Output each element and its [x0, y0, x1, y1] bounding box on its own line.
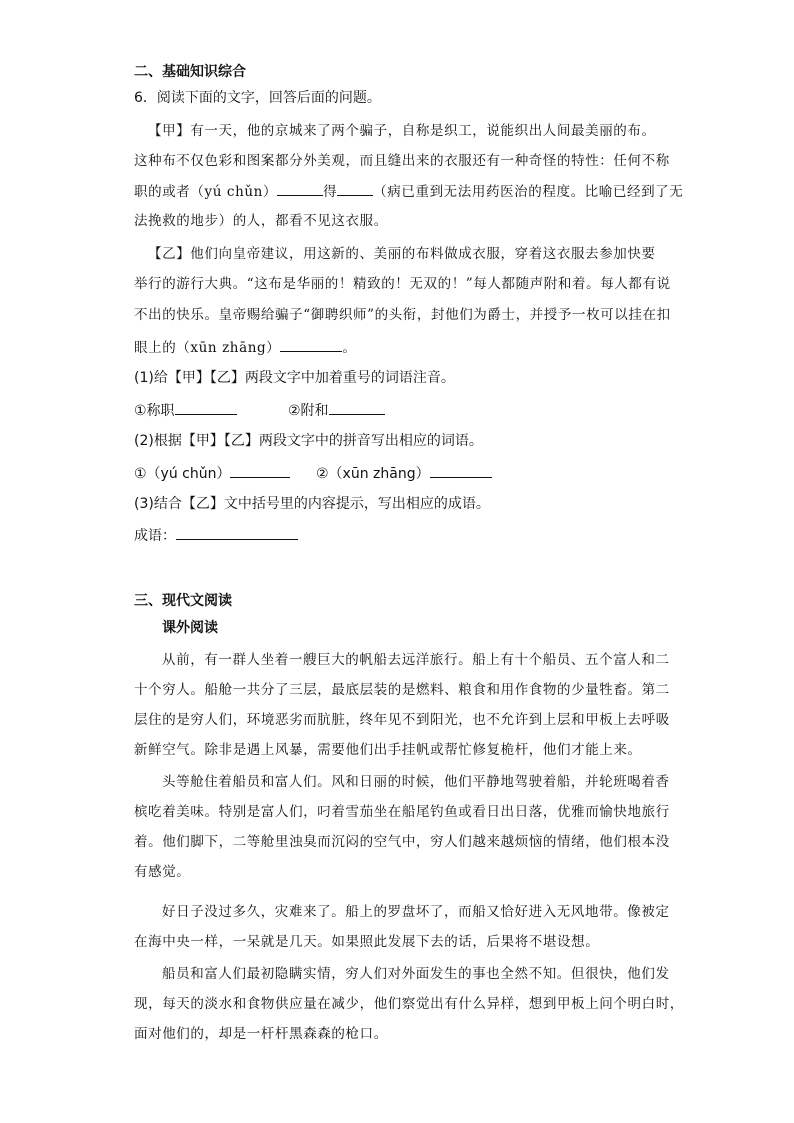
p1-line-3: 层住的是穷人们，环境恶劣而肮脏，终年见不到阳光，也不允许到上层和甲板上去呼吸: [134, 712, 670, 728]
jia-idiom-hint: （病已重到无法用药医治的程度。比喻已经到了无: [373, 184, 684, 200]
q3-prompt: (3)结合【乙】文中括号里的内容提示，写出相应的成语。: [134, 496, 490, 512]
q3-answer-label: 成语：: [134, 528, 176, 544]
p1-line-2: 十个穷人。船舱一共分了三层，最底层装的是燃料、粮食和用作食物的少量牲畜。第二: [134, 682, 670, 698]
q1-b-row: [288, 400, 385, 421]
passage-yi-line-4: [134, 337, 357, 358]
blank-xunzhang-fill[interactable]: [280, 337, 342, 352]
p3-line-2: 在海中央一样，一呆就是几天。如果照此发展下去的话，后果将不堪设想。: [134, 934, 600, 950]
q1-answers-row: [134, 400, 237, 421]
passage-yi-line-3: 不出的快乐。皇帝赐给骗子“御聘织师”的头衔，封他们为爵士，并授予一枚可以挂在扣: [134, 307, 671, 323]
q2-prompt: (2)根据【甲】【乙】两段文字中的拼音写出相应的词语。: [134, 433, 483, 449]
q1-b-blank[interactable]: [329, 400, 385, 415]
jia-de-char: 得: [323, 184, 338, 200]
yi-pinyin-prompt: 眼上的（xūn zhāng）: [134, 340, 281, 356]
q2-b-label: ②（xūn zhāng）: [316, 466, 430, 482]
jia-pinyin-prompt: 职的或者（yú chǔn）: [134, 184, 278, 200]
q1-prompt: (1)给【甲】【乙】两段文字中加着重号的词语注音。: [134, 370, 455, 386]
yi-period: 。: [342, 340, 357, 356]
section-3-subtitle: 课外阅读: [162, 620, 218, 636]
section-2-title: 二、基础知识综合: [134, 64, 246, 80]
p2-line-3: 着。他们脚下，二等舱里浊臭而沉闷的空气中，穷人们越来越烦恼的情绪，他们根本没: [134, 834, 670, 850]
section-3-title: 三、现代文阅读: [134, 593, 232, 609]
q2-a-label: ①（yú chǔn）: [134, 466, 231, 482]
blank-yuchun-fill[interactable]: [277, 181, 323, 196]
p4-line-1: 船员和富人们最初隐瞒实情，穷人们对外面发生的事也全然不知。但很快，他们发: [162, 966, 670, 982]
passage-jia-line-3: [134, 181, 683, 202]
q1-b-label: ②附和: [288, 403, 329, 419]
q3-answer-blank[interactable]: [176, 525, 298, 540]
p2-line-1: 头等舱住着船员和富人们。风和日丽的时候，他们平静地驾驶着船，并轮班喝着香: [162, 774, 670, 790]
p2-line-2: 槟吃着美味。特别是富人们，叼着雪茄坐在船尾钓鱼或看日出日落，优雅而愉快地旅行: [134, 804, 670, 820]
passage-yi-line-1: 【乙】他们向皇帝建议，用这新的、美丽的布料做成衣服，穿着这衣服去参加快要: [148, 246, 656, 262]
q2-b-blank[interactable]: [430, 463, 492, 478]
q1-a-label: ①称职: [134, 403, 175, 419]
p4-line-2: 现，每天的淡水和食物供应量在减少，他们察觉出有什么异样，想到甲板上问个明白时，: [134, 996, 684, 1012]
p1-line-1: 从前，有一群人坐着一艘巨大的帆船去远洋旅行。船上有十个船员、五个富人和二: [162, 652, 670, 668]
p4-line-3: 面对他们的，却是一杆杆黑森森的枪口。: [134, 1026, 388, 1042]
passage-jia-line-2: 这种布不仅色彩和图案都分外美观，而且缝出来的衣服还有一种奇怪的特性：任何不称: [134, 153, 670, 169]
passage-jia-line-4: 法挽救的地步）的人，都看不见这衣服。: [134, 213, 388, 229]
p2-line-4: 有感觉。: [134, 864, 191, 880]
passage-yi-line-2: 举行的游行大典。“这布是华丽的！精致的！无双的！”每人都随声附和着。每人都有说: [134, 276, 671, 292]
passage-jia-line-1: 【甲】有一天，他的京城来了两个骗子，自称是织工，说能织出人间最美丽的布。: [148, 123, 656, 139]
q2-b-row: [316, 463, 492, 484]
p3-line-1: 好日子没过多久，灾难来了。船上的罗盘坏了，而船又恰好进入无风地带。像被定: [162, 904, 670, 920]
q2-a-blank[interactable]: [230, 463, 290, 478]
q2-a-row: [134, 463, 290, 484]
p1-line-4: 新鲜空气。除非是遇上风暴，需要他们出手挂帆或帮忙修复桅杆，他们才能上来。: [134, 742, 642, 758]
q1-a-blank[interactable]: [175, 400, 237, 415]
blank-idiom-fill[interactable]: [337, 181, 373, 196]
question-6-stem: 6．阅读下面的文字，回答后面的问题。: [134, 90, 381, 106]
q3-answer-row: [134, 525, 298, 546]
